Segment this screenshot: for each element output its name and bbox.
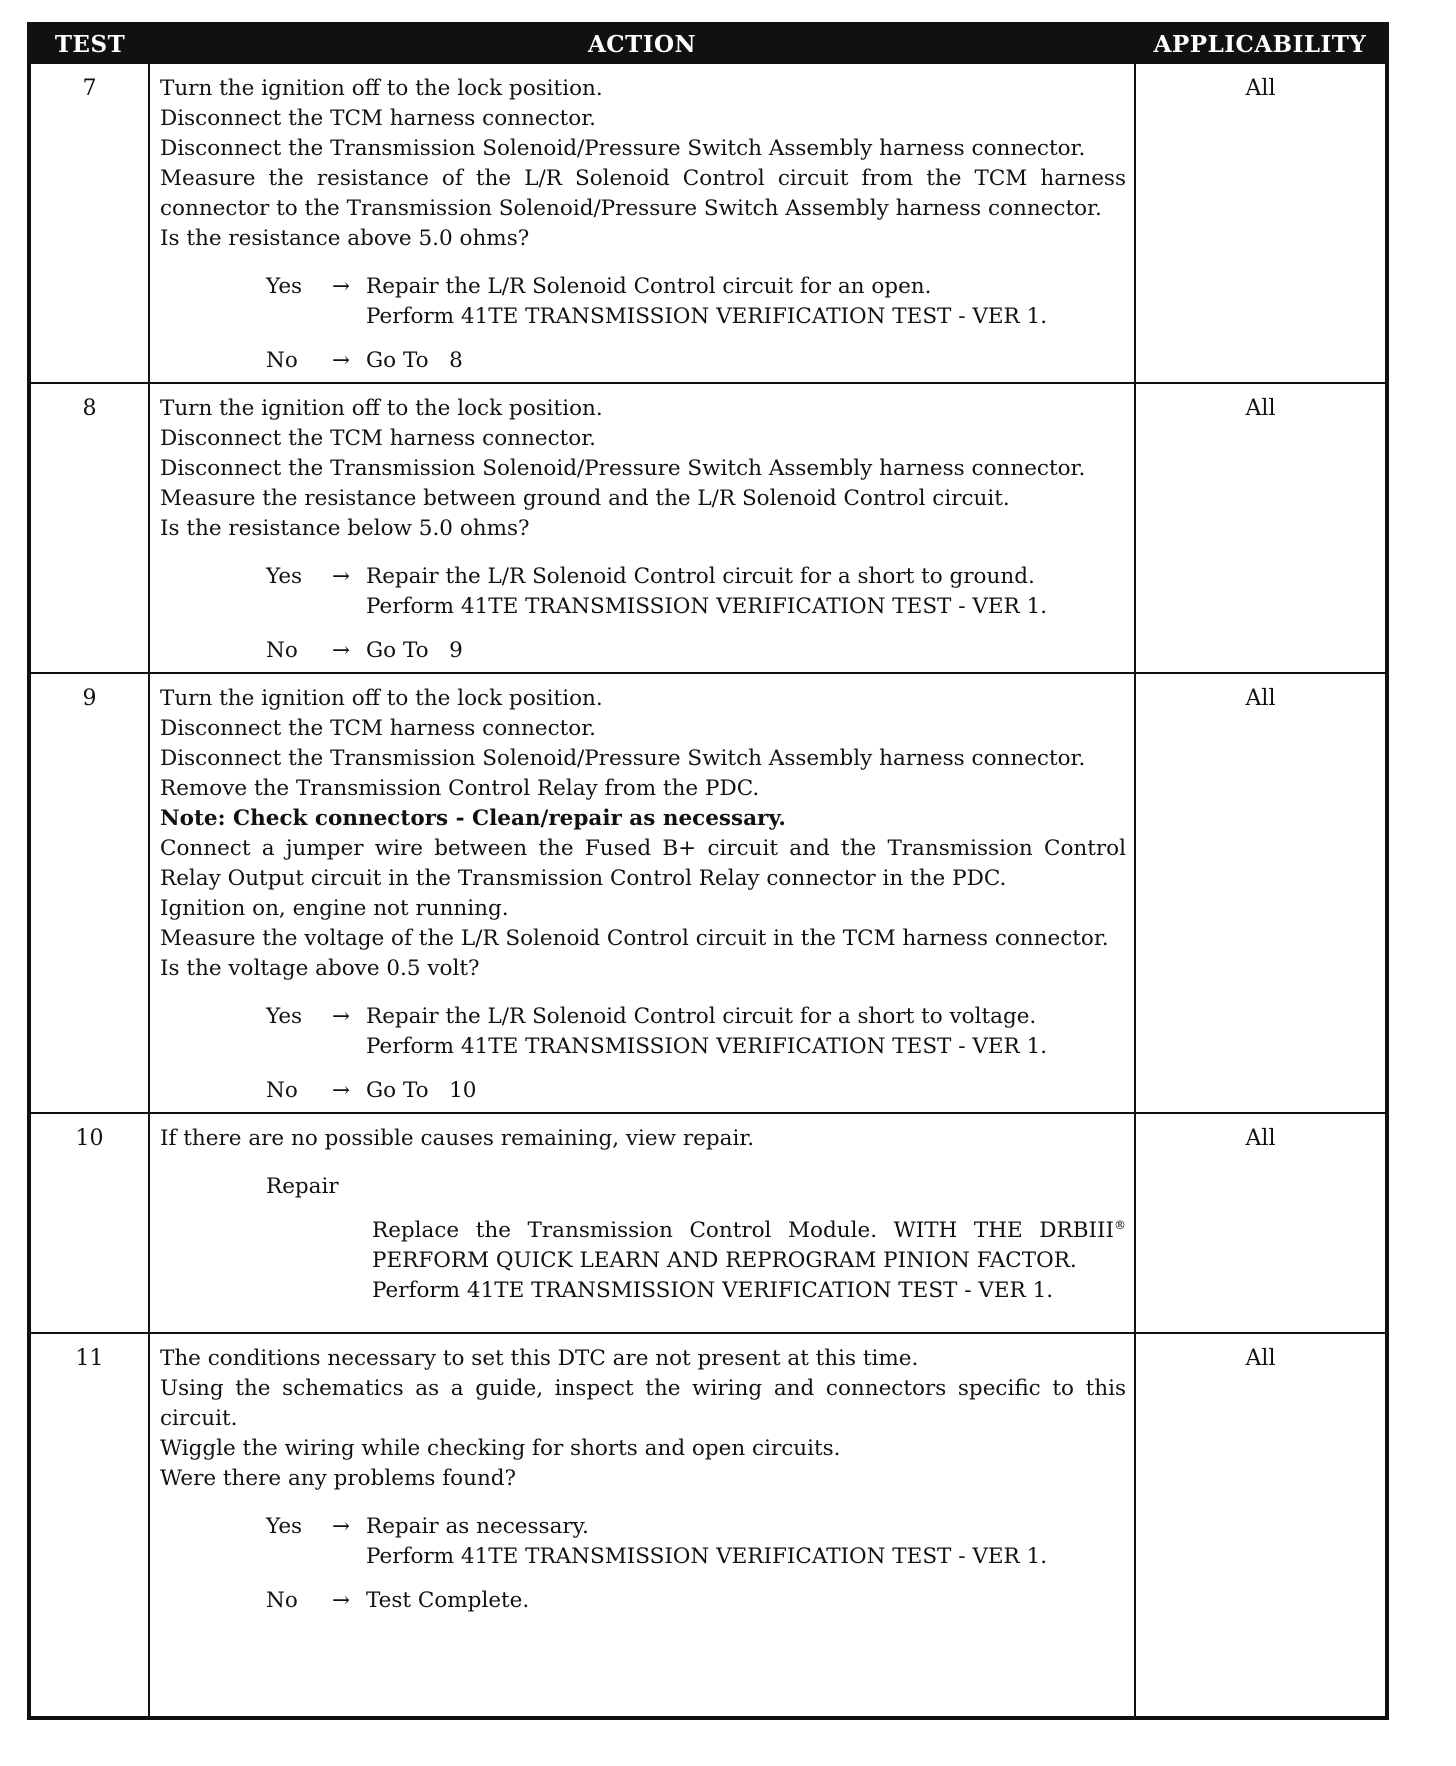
yes-label: Yes xyxy=(266,564,303,589)
action-line: The conditions necessary to set this DTC are not present at this time. xyxy=(160,1346,919,1371)
test-number: 10 xyxy=(31,1113,149,1333)
yes-branch xyxy=(266,562,1126,622)
no-result: Go To 9 xyxy=(366,638,463,663)
action-question: Were there any problems found? xyxy=(160,1466,517,1491)
table-row xyxy=(31,1113,1385,1333)
arrow-icon: → xyxy=(331,274,350,299)
yes-label: Yes xyxy=(266,1004,303,1029)
applicability-value: All xyxy=(1135,63,1385,383)
yes-result xyxy=(366,562,1126,622)
action-cell xyxy=(149,673,1135,1113)
action-line: Measure the resistance of the L/R Solenoid Control circuit from the TCM harness connector to the Transmission Solenoid/Pressure Switch Assembly harness connector. xyxy=(160,166,1126,221)
table-row xyxy=(31,1333,1385,1716)
no-result: Test Complete. xyxy=(366,1588,530,1613)
table-row xyxy=(31,673,1385,1113)
header-action: ACTION xyxy=(149,26,1135,63)
arrow-icon: → xyxy=(331,1588,350,1613)
arrow-icon: → xyxy=(331,1078,350,1103)
action-line: Disconnect the TCM harness connector. xyxy=(160,716,596,741)
applicability-value: All xyxy=(1135,1333,1385,1716)
test-number: 8 xyxy=(31,383,149,673)
yes-result-line: Repair the L/R Solenoid Control circuit for an open. xyxy=(366,274,932,299)
repair-label: Repair xyxy=(266,1174,339,1199)
applicability-value: All xyxy=(1135,673,1385,1113)
no-label: No xyxy=(266,1588,298,1613)
no-result: Go To 8 xyxy=(366,348,463,373)
table-row xyxy=(31,383,1385,673)
action-question: Is the resistance below 5.0 ohms? xyxy=(160,516,530,541)
action-line: Wiggle the wiring while checking for shorts and open circuits. xyxy=(160,1436,841,1461)
action-line: Turn the ignition off to the lock position. xyxy=(160,76,603,101)
yes-result-line: Repair the L/R Solenoid Control circuit for a short to ground. xyxy=(366,564,1035,589)
no-branch xyxy=(266,346,1126,376)
applicability-value: All xyxy=(1135,383,1385,673)
arrow-icon: → xyxy=(331,1004,350,1029)
arrow-icon: → xyxy=(331,348,350,373)
arrow-icon: → xyxy=(331,1514,350,1539)
no-label: No xyxy=(266,348,298,373)
yes-branch xyxy=(266,1512,1126,1572)
applicability-value: All xyxy=(1135,1113,1385,1333)
header-applicability: APPLICABILITY xyxy=(1135,26,1385,63)
no-branch xyxy=(266,1586,1126,1616)
action-cell xyxy=(149,63,1135,383)
action-question: Is the voltage above 0.5 volt? xyxy=(160,956,480,981)
yes-result xyxy=(366,1512,1126,1572)
action-line: Turn the ignition off to the lock position. xyxy=(160,686,603,711)
action-line: Remove the Transmission Control Relay from the PDC. xyxy=(160,776,760,801)
no-result: Go To 10 xyxy=(366,1078,477,1103)
action-line: Ignition on, engine not running. xyxy=(160,896,509,921)
yes-result-line: Perform 41TE TRANSMISSION VERIFICATION TEST - VER 1. xyxy=(366,304,1048,329)
action-line: Disconnect the TCM harness connector. xyxy=(160,426,596,451)
action-line: Turn the ignition off to the lock position. xyxy=(160,396,603,421)
action-line: Disconnect the TCM harness connector. xyxy=(160,106,596,131)
action-line: Disconnect the Transmission Solenoid/Pressure Switch Assembly harness connector. xyxy=(160,136,1086,161)
registered-mark: ® xyxy=(1114,1218,1126,1232)
no-branch xyxy=(266,1076,1126,1106)
diagnostic-table xyxy=(31,26,1385,1716)
action-line: Disconnect the Transmission Solenoid/Pressure Switch Assembly harness connector. xyxy=(160,456,1086,481)
action-cell xyxy=(149,1333,1135,1716)
repair-text-part: Replace the Transmission Control Module. WITH THE DRBIII xyxy=(372,1218,1114,1244)
arrow-icon: → xyxy=(331,638,350,663)
action-cell xyxy=(149,383,1135,673)
table-header-row xyxy=(31,26,1385,63)
yes-branch xyxy=(266,272,1126,332)
action-cell xyxy=(149,1113,1135,1333)
action-line: Connect a jumper wire between the Fused B+ circuit and the Transmission Control Relay Output circuit in the Transmission Control Relay connector in the PDC. xyxy=(160,836,1126,891)
yes-result-line: Perform 41TE TRANSMISSION VERIFICATION TEST - VER 1. xyxy=(366,1034,1048,1059)
yes-result xyxy=(366,1002,1126,1062)
no-branch xyxy=(266,636,1126,666)
yes-result-line: Perform 41TE TRANSMISSION VERIFICATION TEST - VER 1. xyxy=(366,1544,1048,1569)
yes-branch xyxy=(266,1002,1126,1062)
action-line: Measure the resistance between ground and the L/R Solenoid Control circuit. xyxy=(160,486,1010,511)
no-label: No xyxy=(266,638,298,663)
no-label: No xyxy=(266,1078,298,1103)
action-line: Using the schematics as a guide, inspect the wiring and connectors specific to this circuit. xyxy=(160,1376,1126,1431)
action-note: Note: Check connectors - Clean/repair as necessary. xyxy=(160,806,786,831)
action-line: If there are no possible causes remaining, view repair. xyxy=(160,1126,755,1151)
test-number: 9 xyxy=(31,673,149,1113)
yes-result xyxy=(366,272,1126,332)
action-question: Is the resistance above 5.0 ohms? xyxy=(160,226,530,251)
yes-result-line: Perform 41TE TRANSMISSION VERIFICATION TEST - VER 1. xyxy=(366,594,1048,619)
yes-label: Yes xyxy=(266,274,303,299)
repair-verify: Perform 41TE TRANSMISSION VERIFICATION TEST - VER 1. xyxy=(372,1278,1054,1304)
repair-text xyxy=(372,1210,1126,1276)
diagnostic-table-frame xyxy=(27,22,1389,1720)
yes-result-line: Repair the L/R Solenoid Control circuit for a short to voltage. xyxy=(366,1004,1037,1029)
header-test: TEST xyxy=(31,26,149,63)
arrow-icon: → xyxy=(331,564,350,589)
table-row xyxy=(31,63,1385,383)
test-number: 11 xyxy=(31,1333,149,1716)
yes-label: Yes xyxy=(266,1514,303,1539)
action-line: Disconnect the Transmission Solenoid/Pressure Switch Assembly harness connector. xyxy=(160,746,1086,771)
repair-text-part: PERFORM QUICK LEARN AND REPROGRAM PINION FACTOR. xyxy=(372,1248,1077,1274)
yes-result-line: Repair as necessary. xyxy=(366,1514,589,1539)
action-line: Measure the voltage of the L/R Solenoid Control circuit in the TCM harness connector. xyxy=(160,926,1109,951)
test-number: 7 xyxy=(31,63,149,383)
